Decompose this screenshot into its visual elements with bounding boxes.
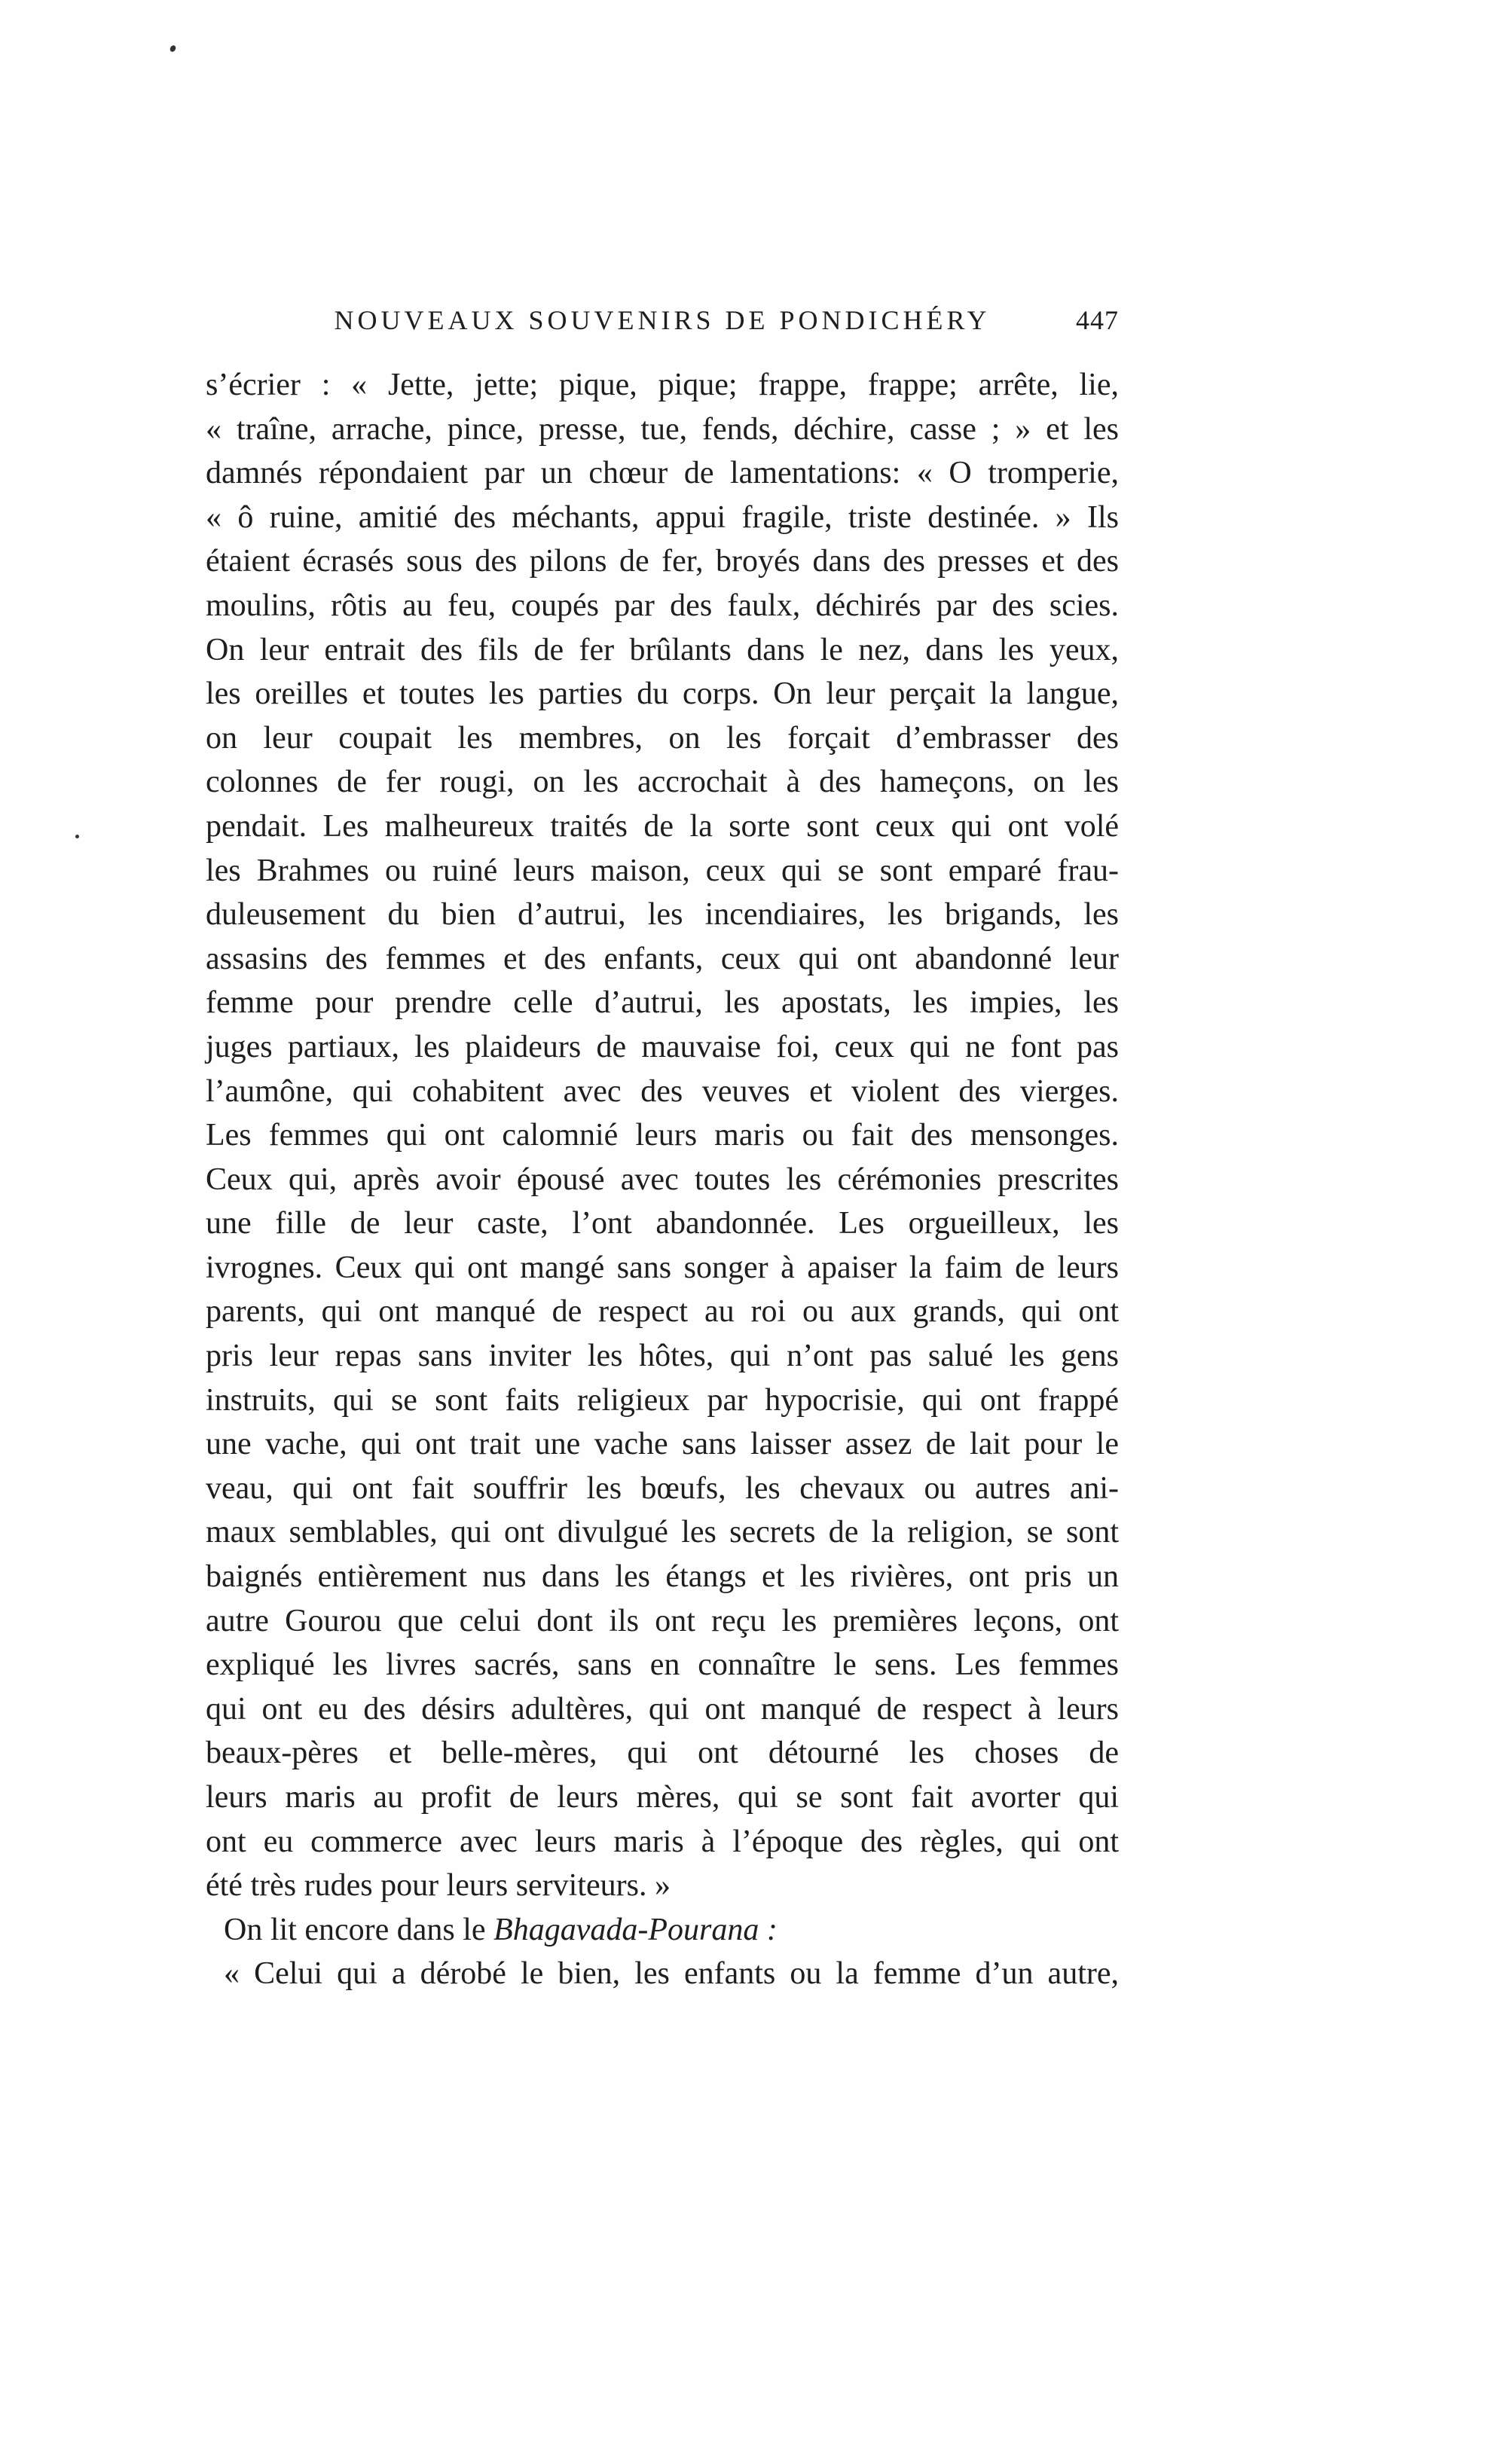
- text-line: colonnes de fer rougi, on les accrochait à des hameçons, on les: [206, 765, 1119, 800]
- text-line: veau, qui ont fait souffrir les bœufs, les chevaux ou autres ani-: [206, 1470, 1119, 1506]
- text-line: les Brahmes ou ruiné leurs maison, ceux qui se sont emparé frau-: [206, 853, 1119, 888]
- text-line: une vache, qui ont trait une vache sans laisser assez de lait pour le: [206, 1427, 1119, 1462]
- text-line: ont eu commerce avec leurs maris à l’époque des règles, qui ont: [206, 1824, 1119, 1859]
- ink-speck: [75, 835, 79, 838]
- italic-title: Bhagavada-Pourana :: [493, 1912, 778, 1947]
- running-title: NOUVEAUX SOUVENIRS DE PONDICHÉRY: [334, 305, 991, 335]
- text-line: beaux-pères et belle-mères, qui ont détourné les choses de: [206, 1736, 1119, 1771]
- paragraph-text: On lit encore dans le: [224, 1912, 494, 1947]
- text-line: juges partiaux, les plaideurs de mauvaise foi, ceux qui ne font pas: [206, 1029, 1119, 1064]
- text-line: parents, qui ont manqué de respect au roi ou aux grands, qui ont: [206, 1294, 1119, 1330]
- text-line: maux semblables, qui ont divulgué les secrets de la religion, se sont: [206, 1515, 1119, 1550]
- text-line: duleusement du bien d’autrui, les incendiaires, les brigands, les: [206, 897, 1119, 933]
- text-line: Ceux qui, après avoir épousé avec toutes les cérémonies prescrites: [206, 1162, 1119, 1197]
- text-line: « traîne, arrache, pince, presse, tue, fends, déchire, casse ; » et les: [206, 411, 1119, 447]
- text-line: les oreilles et toutes les parties du corps. On leur perçait la langue,: [206, 676, 1119, 712]
- body-text: [206, 363, 1119, 1996]
- text-line: l’aumône, qui cohabitent avec des veuves et violent des vierges.: [206, 1073, 1119, 1109]
- text-line: instruits, qui se sont faits religieux par hypocrisie, qui ont frappé: [206, 1382, 1119, 1418]
- text-line: On leur entrait des fils de fer brûlants dans le nez, dans les yeux,: [206, 632, 1119, 667]
- text-line: « ô ruine, amitié des méchants, appui fragile, triste destinée. » Ils: [206, 499, 1119, 535]
- text-line: pris leur repas sans inviter les hôtes, qui n’ont pas salué les gens: [206, 1339, 1119, 1374]
- text-line: été très rudes pour leurs serviteurs. »: [206, 1868, 671, 1904]
- text-line: autre Gourou que celui dont ils ont reçu les premières leçons, ont: [206, 1603, 1119, 1638]
- page-number: 447: [1076, 305, 1119, 335]
- page-header: [206, 304, 1119, 350]
- text-line: leurs maris au profit de leurs mères, qui se sont fait avorter qui: [206, 1780, 1119, 1815]
- text-line: on leur coupait les membres, on les forçait d’embrasser des: [206, 720, 1119, 756]
- text-line: moulins, rôtis au feu, coupés par des faulx, déchirés par des scies.: [206, 588, 1119, 623]
- text-line: ivrognes. Ceux qui ont mangé sans songer à apaiser la faim de leurs: [206, 1250, 1119, 1285]
- ink-speck: [169, 44, 177, 53]
- text-line: baignés entièrement nus dans les étangs et les rivières, ont pris un: [206, 1559, 1119, 1595]
- text-line: étaient écrasés sous des pilons de fer, broyés dans des presses et des: [206, 544, 1119, 579]
- paragraph-start: [206, 1908, 1119, 1953]
- text-line: une fille de leur caste, l’ont abandonnée. Les orgueilleux, les: [206, 1206, 1119, 1241]
- text-line: femme pour prendre celle d’autrui, les apostats, les impies, les: [206, 985, 1119, 1021]
- text-line: qui ont eu des désirs adultères, qui ont manqué de respect à leurs: [206, 1691, 1119, 1727]
- text-line: damnés répondaient par un chœur de lamentations: « O tromperie,: [206, 456, 1119, 491]
- text-line: Les femmes qui ont calomnié leurs maris ou fait des mensonges.: [206, 1118, 1119, 1153]
- text-line: s’écrier : « Jette, jette; pique, pique; frappe, frappe; arrête, lie,: [206, 368, 1119, 402]
- text-line: assasins des femmes et des enfants, ceux qui ont abandonné leur: [206, 941, 1119, 976]
- text-line: « Celui qui a dérobé le bien, les enfants ou la femme d’un autre,: [224, 1956, 1119, 1992]
- text-line: pendait. Les malheureux traités de la sorte sont ceux qui ont volé: [206, 808, 1119, 844]
- text-line: expliqué les livres sacrés, sans en connaître le sens. Les femmes: [206, 1647, 1119, 1683]
